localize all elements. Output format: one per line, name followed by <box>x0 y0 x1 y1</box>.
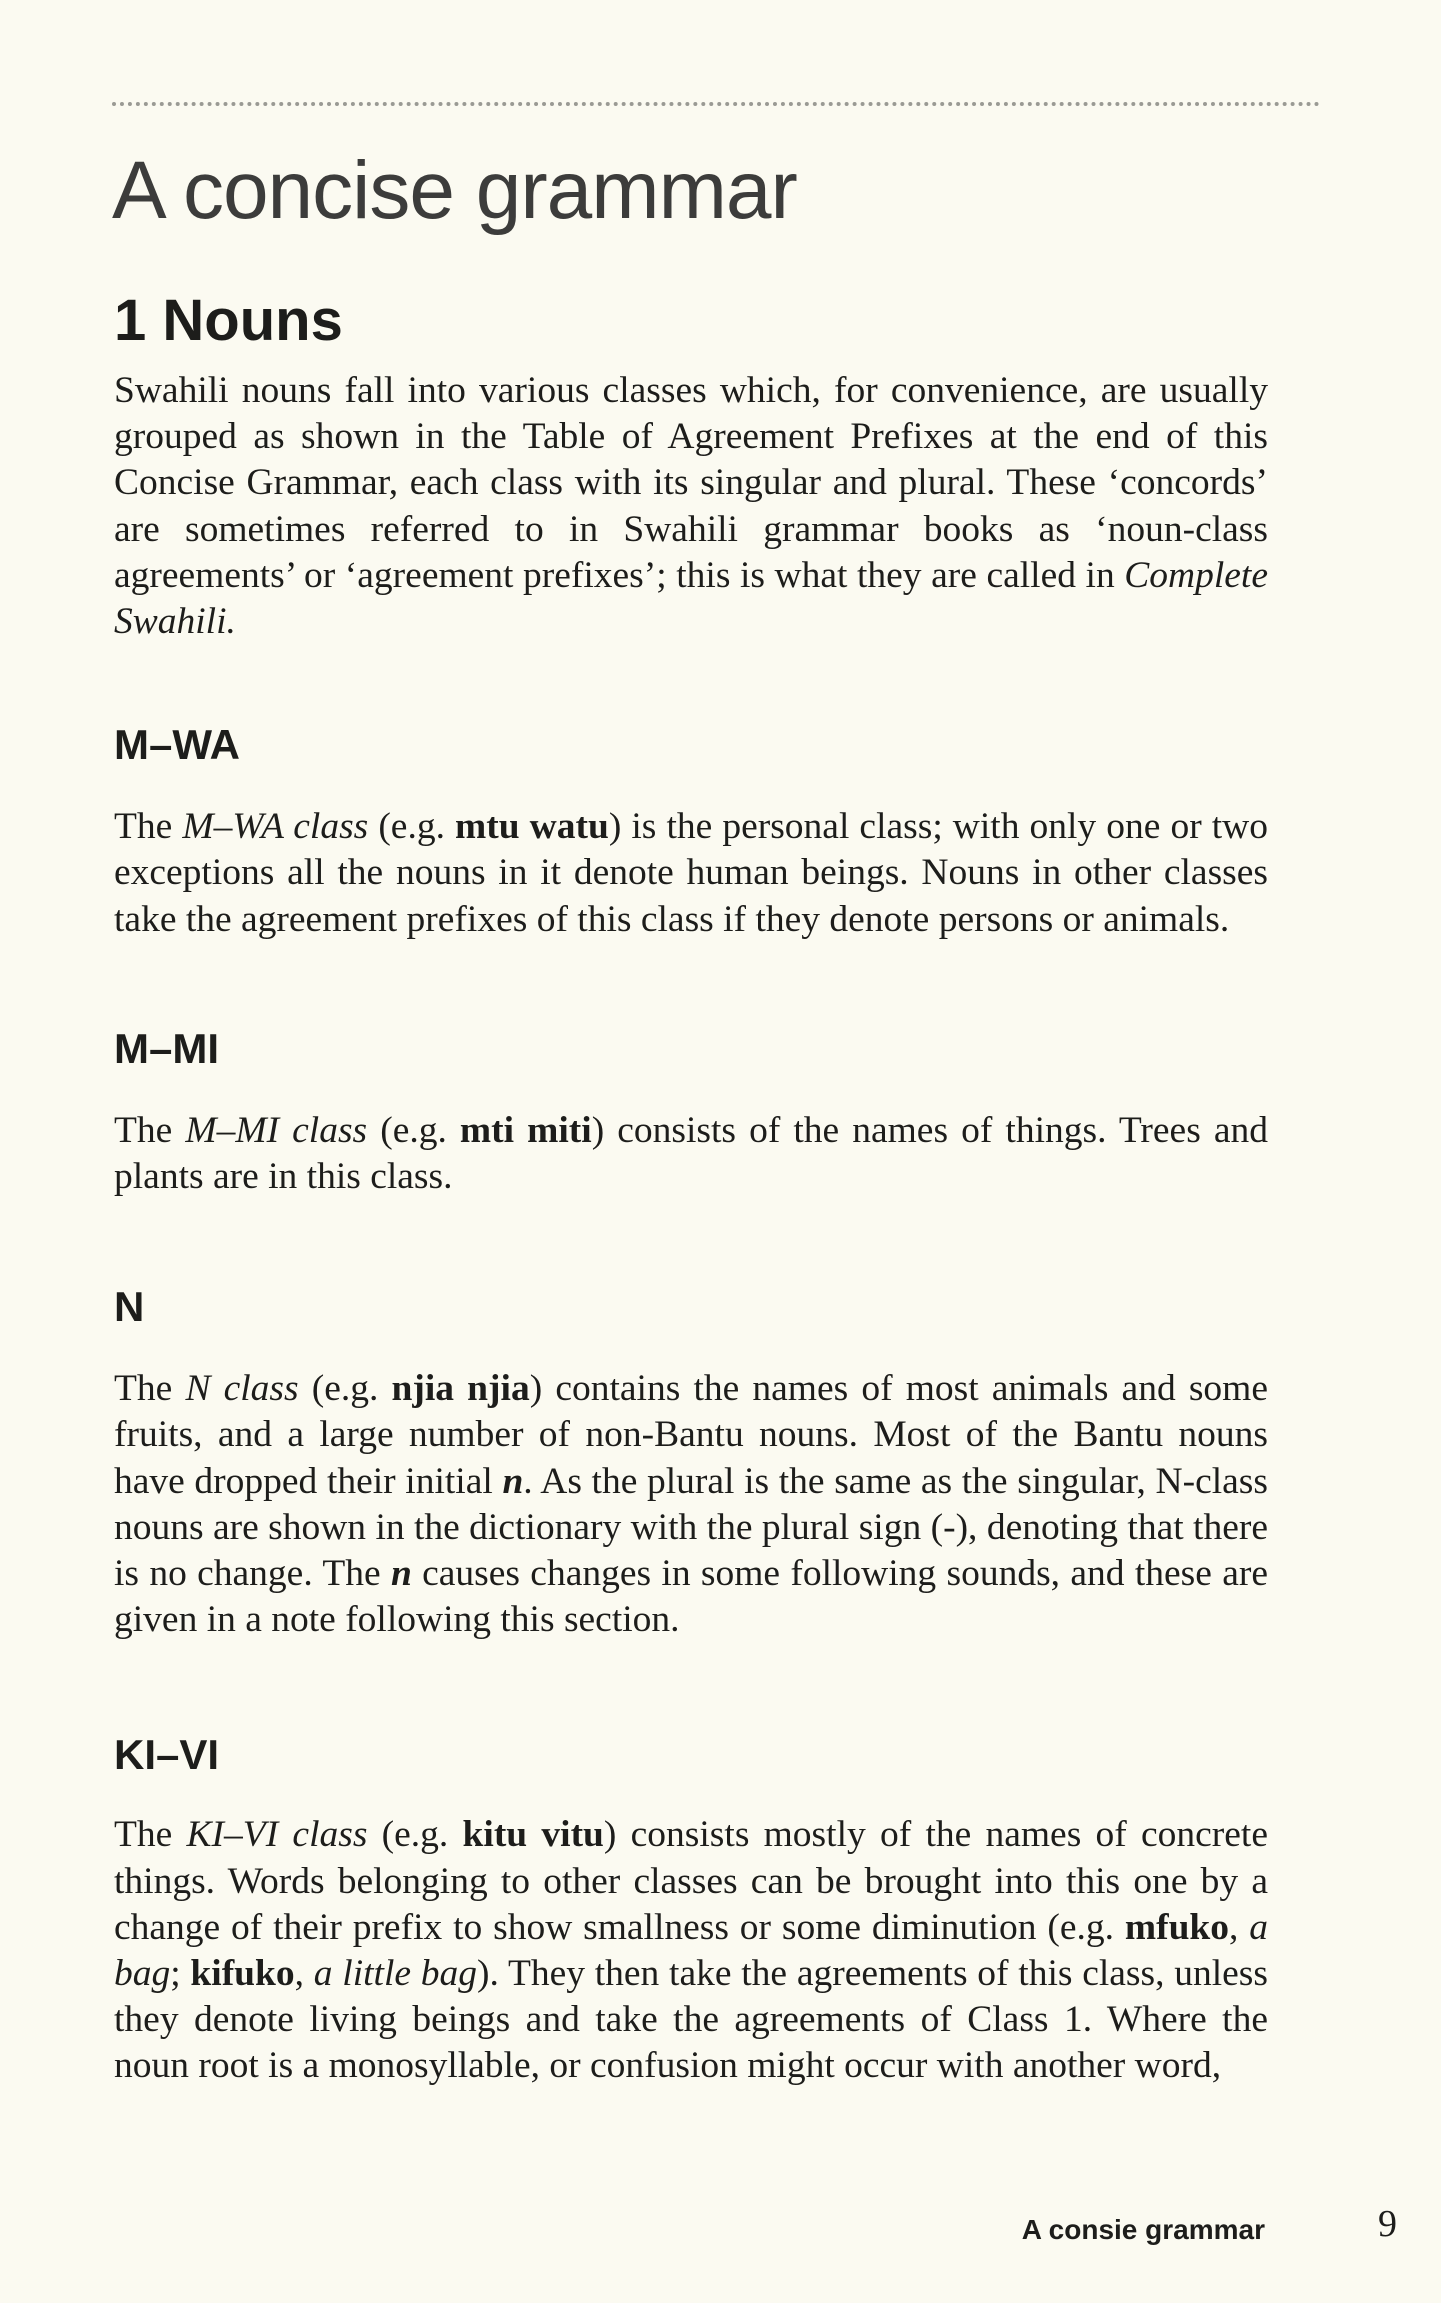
subheading-ki-vi: KI–VI <box>114 1731 220 1779</box>
text-run: ) is the personal class; with only one or two exceptions all the nouns in it denote human beings. Nouns in other classes take the agreement prefixes of this class if they denote persons or animals. <box>114 806 1268 940</box>
class-name: M–MI class <box>185 1109 368 1151</box>
text-run: The <box>114 1109 186 1151</box>
running-footer: A consie grammar <box>1021 2214 1265 2245</box>
text-run: The <box>114 806 183 848</box>
header-dotted-rule <box>112 102 1320 106</box>
text-run: , <box>294 1953 314 1995</box>
swahili-word: mfuko <box>1124 1906 1230 1948</box>
text-run: (e.g. <box>298 1368 392 1410</box>
text-run: (e.g. <box>368 806 456 848</box>
swahili-example: njia njia <box>391 1368 530 1410</box>
paragraph-n <box>114 1366 1268 1643</box>
class-name: M–WA class <box>182 806 369 848</box>
paragraph-m-mi <box>114 1108 1268 1200</box>
text-run: ) consists of the names of things. Trees and plants are in this class. <box>114 1109 1269 1198</box>
book-title: Complete Swahili. <box>114 554 1268 643</box>
text-run: (e.g. <box>367 1814 463 1856</box>
letter-n: n <box>502 1460 524 1502</box>
intro-paragraph <box>114 368 1268 645</box>
swahili-word: kifuko <box>190 1953 295 1995</box>
swahili-example: mti miti <box>459 1109 592 1151</box>
text-run: The <box>114 1814 187 1856</box>
letter-n: n <box>390 1553 412 1595</box>
text-run: Swahili nouns fall into various classes which, for convenience, are usually grouped as shown in the Table of Agreement Prefixes at the end of this Concise Grammar, each class with its singular and plural. These ‘concords’ are sometimes referred to in Swahili grammar books as ‘noun-class agreements’ or ‘agreement prefixes’; this is what they are called in <box>114 370 1268 596</box>
subheading-m-mi: M–MI <box>114 1024 219 1072</box>
text-run: ; <box>170 1953 191 1995</box>
page-number: 9 <box>1378 2203 1397 2245</box>
text-run: ) consists mostly of the names of concrete things. Words belonging to other classes can be brought into this one by a change of their prefix to show smallness or some diminution (e.g. <box>114 1814 1268 1948</box>
text-run: , <box>1229 1906 1250 1948</box>
text-run: ) contains the names of most animals and some fruits, and a large number of non-Bantu nouns. Most of the Bantu nouns have dropped their initial <box>114 1368 1268 1502</box>
section-title: Nouns <box>162 288 343 353</box>
class-name: N class <box>185 1368 299 1410</box>
chapter-title: A concise grammar <box>112 145 797 236</box>
english-gloss: a bag <box>114 1906 1269 1995</box>
paragraph-ki-vi <box>114 1812 1268 2089</box>
text-run: causes changes in some following sounds, and these are given in a note following this section. <box>114 1553 1268 1641</box>
paragraph-m-wa <box>114 804 1268 943</box>
section-heading <box>114 288 343 353</box>
text-run: The <box>114 1368 186 1410</box>
class-name: KI–VI class <box>186 1814 368 1856</box>
text-run: (e.g. <box>367 1109 460 1151</box>
body-text <box>114 368 1268 2090</box>
text-run: . As the plural is the same as the singular, N-class nouns are shown in the dictionary with the plural sign (-), denoting that there is no change. The <box>114 1460 1268 1595</box>
text-run: ). They then take the agreements of this class, unless they denote living beings and take the agreements of Class 1. Where the noun root is a monosyllable, or confusion might occur with another word, <box>114 1953 1268 2087</box>
swahili-example: kitu vitu <box>462 1814 604 1856</box>
english-gloss: a little bag <box>313 1953 478 1995</box>
section-number: 1 <box>114 288 147 353</box>
subheading-m-wa: M–WA <box>114 721 240 769</box>
subheading-n: N <box>114 1283 145 1331</box>
swahili-example: mtu watu <box>455 806 609 848</box>
